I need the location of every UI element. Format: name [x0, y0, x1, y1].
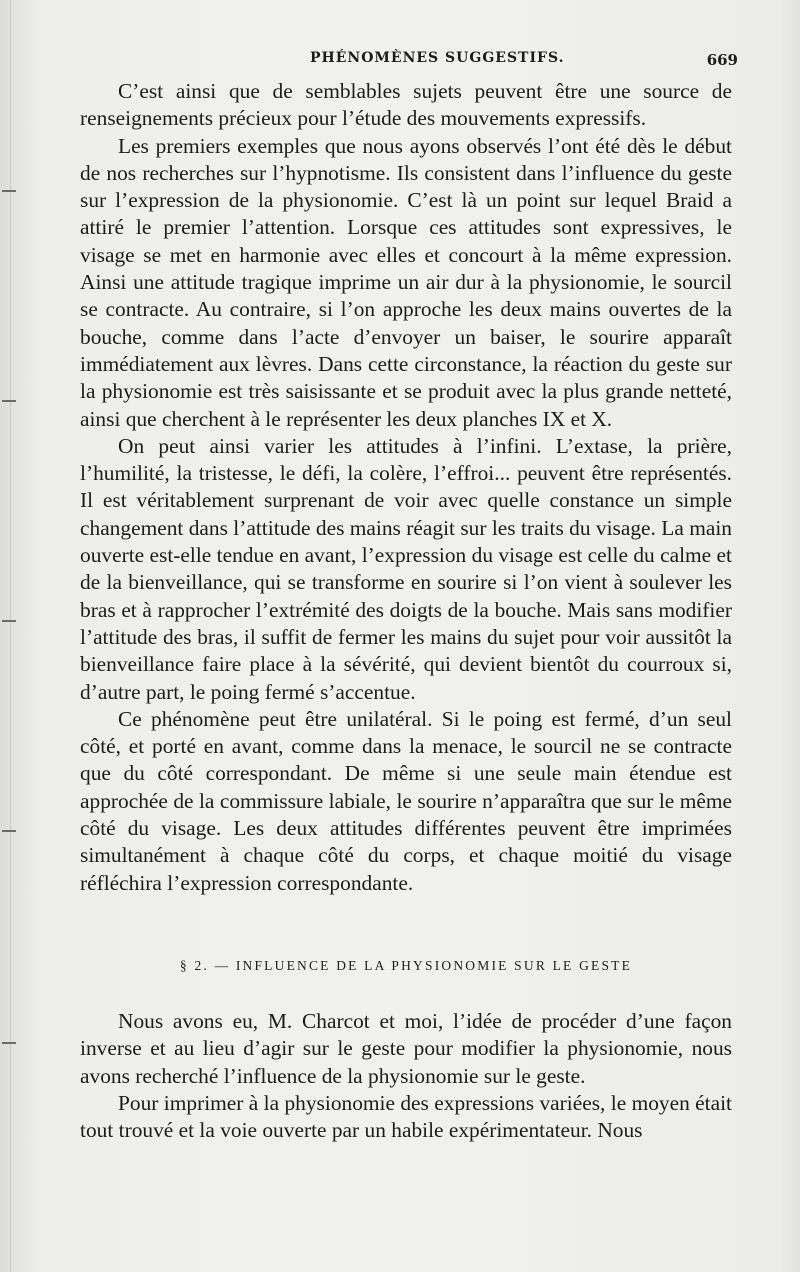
margin-mark — [2, 190, 16, 192]
paragraph: C’est ainsi que de semblables sujets peuvent être une source de renseignements précieux pour l’étude des mouvements expressifs. — [80, 79, 732, 131]
paragraph: On peut ainsi varier les attitudes à l’infini. L’extase, la prière, l’humilité, la tristesse, le défi, la colère, l’effroi... peuvent être représentés. Il est véritablement surprenant de voir avec quelle constance un simple changement dans l’attitude des mains réagit sur les traits du visage. La main ouverte est-elle tendue en avant, l’expression du visage est celle du calme et de la bienveillance, qui se transforme en sourire si l’on vient à soulever les bras et à rapprocher l’extrémité des doigts de la bouche. Mais sans modifier l’attitude des bras, il suffit de fermer les mains du sujet pour voir aussitôt la bienveillance faire place à la sévérité, qui devient bientôt du courroux si, d’autre part, le poing fermé s’accentue. — [80, 433, 732, 704]
page-header — [80, 50, 744, 72]
margin-mark — [2, 620, 16, 622]
paragraph: Nous avons eu, M. Charcot et moi, l’idée de procéder d’une façon inverse et au lieu d’agir sur le geste pour modifier la physionomie, nous avons recherché l’influence de la physionomie sur le geste. — [80, 1009, 732, 1088]
section-text — [80, 1008, 732, 1144]
section-heading: § 2. — INFLUENCE DE LA PHYSIONOMIE SUR LE GESTE — [179, 958, 633, 973]
paragraph: Pour imprimer à la physionomie des expressions variées, le moyen était tout trouvé et la voie ouverte par un habile expérimentateur. Nous — [80, 1090, 732, 1143]
main-text — [80, 78, 732, 897]
margin-mark — [2, 400, 16, 402]
paragraph: Les premiers exemples que nous ayons observés l’ont été dès le début de nos recherches sur l’hypnotisme. Ils consistent dans l’influence du geste sur l’expression de la physionomie. C’est là un point sur lequel Braid a attiré le premier l’attention. Lorsque ces attitudes sont expressives, le visage se met en harmonie avec elles et concourt à la même expression. Ainsi une attitude tragique imprime un air dur à la physionomie, le sourcil se contracte. Au contraire, si l’on approche les deux mains ouvertes de la bouche, comme dans l’acte d’envoyer un baiser, le sourire apparaît immédiatement aux lèvres. Dans cette circonstance, la réaction du geste sur la physionomie est très saisissante et se produit avec la plus grande netteté, ainsi que cherchent à le représenter les deux planches IX et X. — [80, 133, 732, 431]
running-title: PHÉNOMÈNES SUGGESTIFS. — [310, 50, 565, 66]
page-number: 669 — [706, 51, 738, 69]
margin-mark — [2, 830, 16, 832]
paragraph: Ce phénomène peut être unilatéral. Si le poing est fermé, d’un seul côté, et porté en avant, comme dans la menace, le sourcil ne se contracte que du côté correspondant. De même si une seule main étendue est approchée de la commissure labiale, le sourire n’apparaîtra que sur le même côté du visage. Les deux attitudes différentes peuvent être imprimées simultanément à chaque côté du corps, et chaque moitié du visage réfléchira l’expression correspondante. — [80, 706, 732, 895]
margin-mark — [2, 1042, 16, 1044]
